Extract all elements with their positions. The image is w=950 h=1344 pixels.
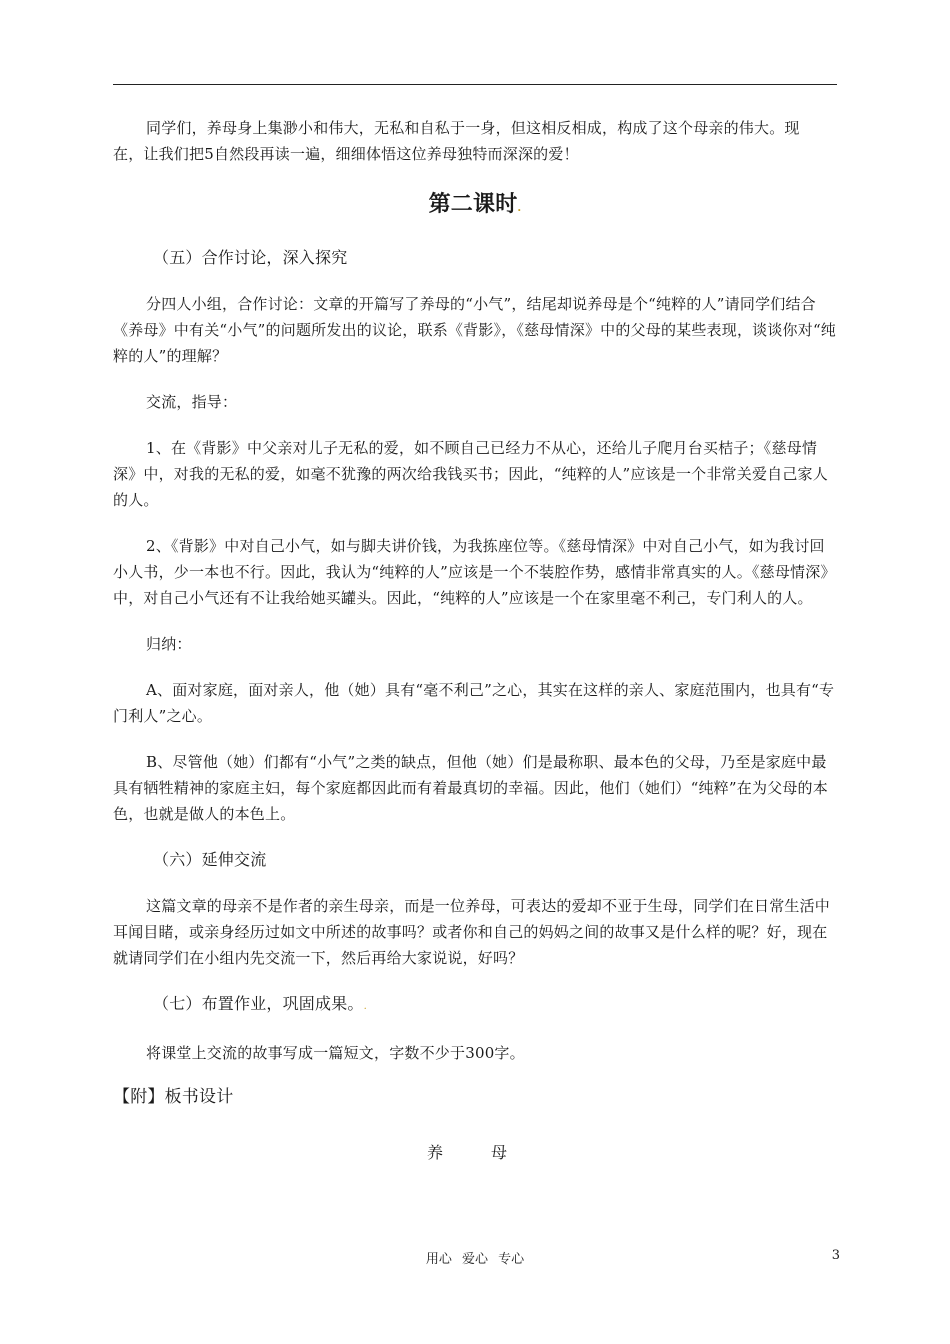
discussion-question: 分四人小组，合作讨论：文章的开篇写了养母的“小气”，结尾却说养母是个“纯粹的人”请同学们结合《养母》中有关“小气”的问题所发出的议论，联系《背影》，《慈母情深》中的父母的某些表现，谈谈你对“纯粹的人”的理解？ <box>113 295 837 365</box>
document-body <box>113 115 837 1166</box>
mark-dot: . <box>363 1001 367 1012</box>
lesson-title <box>113 189 837 225</box>
board-title: 养 母 <box>426 1143 523 1162</box>
section-7-heading <box>113 991 837 1020</box>
appendix-heading: 【附】板书设计 <box>113 1087 234 1107</box>
section-5-heading: （五）合作讨论，深入探究 <box>153 248 348 267</box>
page-number: 3 <box>831 1248 840 1263</box>
header-rule <box>113 84 837 85</box>
section-6-body: 这篇文章的母亲不是作者的亲生母亲，而是一位养母，可表达的爱却不亚于生母，同学们在日常生活中耳闻目睹，或亲身经历过如文中所述的故事吗？或者你和自己的妈妈之间的故事又是什么样的呢？好，现在就请同学们在小组内先交流一下，然后再给大家说说，好吗？ <box>113 897 831 967</box>
footer-motto: 用心 爱心 专心 <box>425 1252 525 1267</box>
exchange-point-1: 1、在《背影》中父亲对儿子无私的爱，如不顾自己已经力不从心，还给儿子爬月台买桔子；《慈母情深》中，对我的无私的爱，如毫不犹豫的两次给我钱买书；因此，“纯粹的人”应该是一个非常关爱自己家人的人。 <box>113 439 828 509</box>
summary-label: 归纳： <box>146 635 192 653</box>
lesson-title-text: 第二课时 <box>428 192 518 217</box>
summary-b: B、尽管他（她）们都有“小气”之类的缺点，但他（她）们是最称职、最本色的父母，乃至是家庭中最具有牺牲精神的家庭主妇，每个家庭都因此而有着最真切的幸福。因此，他们（她们）“纯粹”在为父母的本色，也就是做人的本色上。 <box>113 753 828 823</box>
exchange-point-2: 2、《背影》中对自己小气，如与脚夫讲价钱，为我拣座位等。《慈母情深》中对自己小气，如为我讨回小人书，少一本也不行。因此，我认为“纯粹的人”应该是一个不装腔作势，感情非常真实的人。《慈母情深》中，对自己小气还有不让我给她买罐头。因此，“纯粹的人”应该是一个在家里毫不利己，专门利人的人。 <box>113 537 836 607</box>
intro-line-2: 在，让我们把5自然段再读一遍，细细体悟这位养母独特而深深的爱！ <box>113 145 579 163</box>
mark-dot: . <box>517 203 522 214</box>
summary-a: A、面对家庭，面对亲人，他（她）具有“毫不利己”之心，其实在这样的亲人、家庭范围内，也具有“专门利人”之心。 <box>113 681 835 725</box>
section-7-heading-text: （七）布置作业，巩固成果。 <box>153 994 364 1013</box>
exchange-label: 交流，指导： <box>146 393 238 411</box>
intro-line-1: 同学们，养母身上集渺小和伟大，无私和自私于一身，但这相反相成，构成了这个母亲的伟大。现 <box>146 119 800 137</box>
section-7-body: 将课堂上交流的故事写成一篇短文，字数不少于300字。 <box>146 1044 525 1062</box>
section-6-heading: （六）延伸交流 <box>153 850 267 869</box>
